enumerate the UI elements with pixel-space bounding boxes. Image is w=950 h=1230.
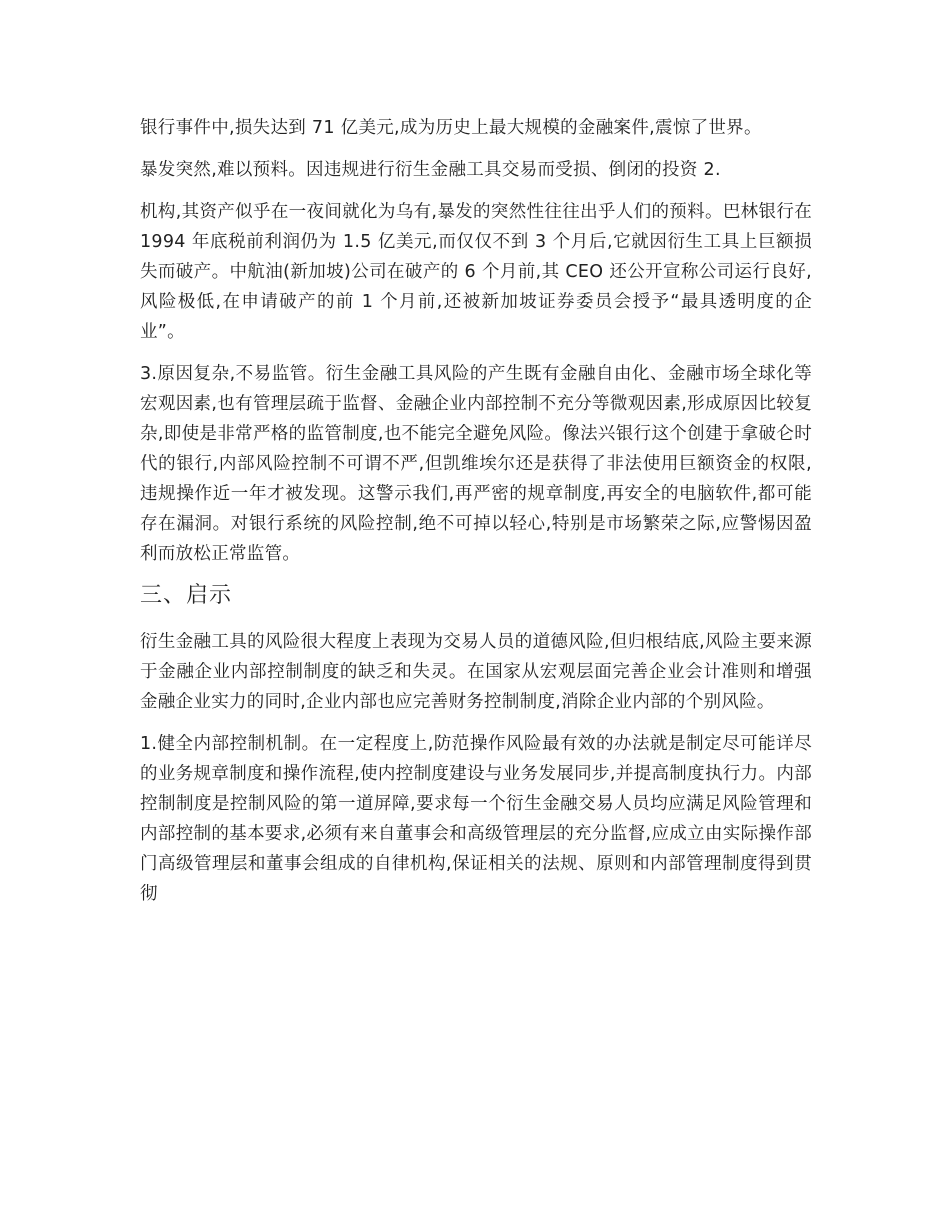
- paragraph-complex-causes: 3.原因复杂,不易监管。衍生金融工具风险的产生既有金融自由化、金融市场全球化等宏观因素,也有管理层疏于监督、金融企业内部控制不充分等微观因素,形成原因比较复杂,即使是非常严格的监管制度,也不能完全避免风险。像法兴银行这个创建于拿破仑时代的银行,内部风险控制不可谓不严,但凯维埃尔还是获得了非法使用巨额资金的权限,违规操作近一年才被发现。这警示我们,再严密的规章制度,再安全的电脑软件,都可能存在漏洞。对银行系统的风险控制,绝不可掉以轻心,特别是市场繁荣之际,应警惕因盈利而放松正常监管。: [140, 364, 812, 564]
- paragraph-moral-risk: 衍生金融工具的风险很大程度上表现为交易人员的道德风险,但归根结底,风险主要来源于金融企业内部控制制度的缺乏和失灵。在国家从宏观层面完善企业会计准则和增强金融企业实力的同时,企业内部也应完善财务控制制度,消除企业内部的个别风险。: [140, 632, 812, 712]
- paragraph-internal-control: 1.健全内部控制机制。在一定程度上,防范操作风险最有效的办法就是制定尽可能详尽的业务规章制度和操作流程,使内控制度建设与业务发展同步,并提高制度执行力。内部控制制度是控制风险的第一道屏障,要求每一个衍生金融交易人员均应满足风险管理和内部控制的基本要求,必须有来自董事会和高级管理层的充分监督,应成立由实际操作部门高级管理层和董事会组成的自律机构,保证相关的法规、原则和内部管理制度得到贯彻: [140, 734, 812, 904]
- paragraph-sudden-outbreak: 暴发突然,难以预料。因违规进行衍生金融工具交易而受损、倒闭的投资 2.: [140, 160, 721, 180]
- paragraph-barings-example: 机构,其资产似乎在一夜间就化为乌有,暴发的突然性往往出乎人们的预料。巴林银行在 1994 年底税前利润仍为 1.5 亿美元,而仅仅不到 3 个月后,它就因衍生工具上巨额损失而破产。中航油(新加坡)公司在破产的 6 个月前,其 CEO 还公开宣称公司运行良好,风险极低,在申请破产的前 1 个月前,还被新加坡证券委员会授予“最具透明度的企业”。: [140, 202, 812, 342]
- document-body: [140, 113, 812, 921]
- section-heading-insights: 三、启示: [140, 583, 233, 608]
- paragraph-loss-figure: 银行事件中,损失达到 71 亿美元,成为历史上最大规模的金融案件,震惊了世界。: [140, 118, 762, 138]
